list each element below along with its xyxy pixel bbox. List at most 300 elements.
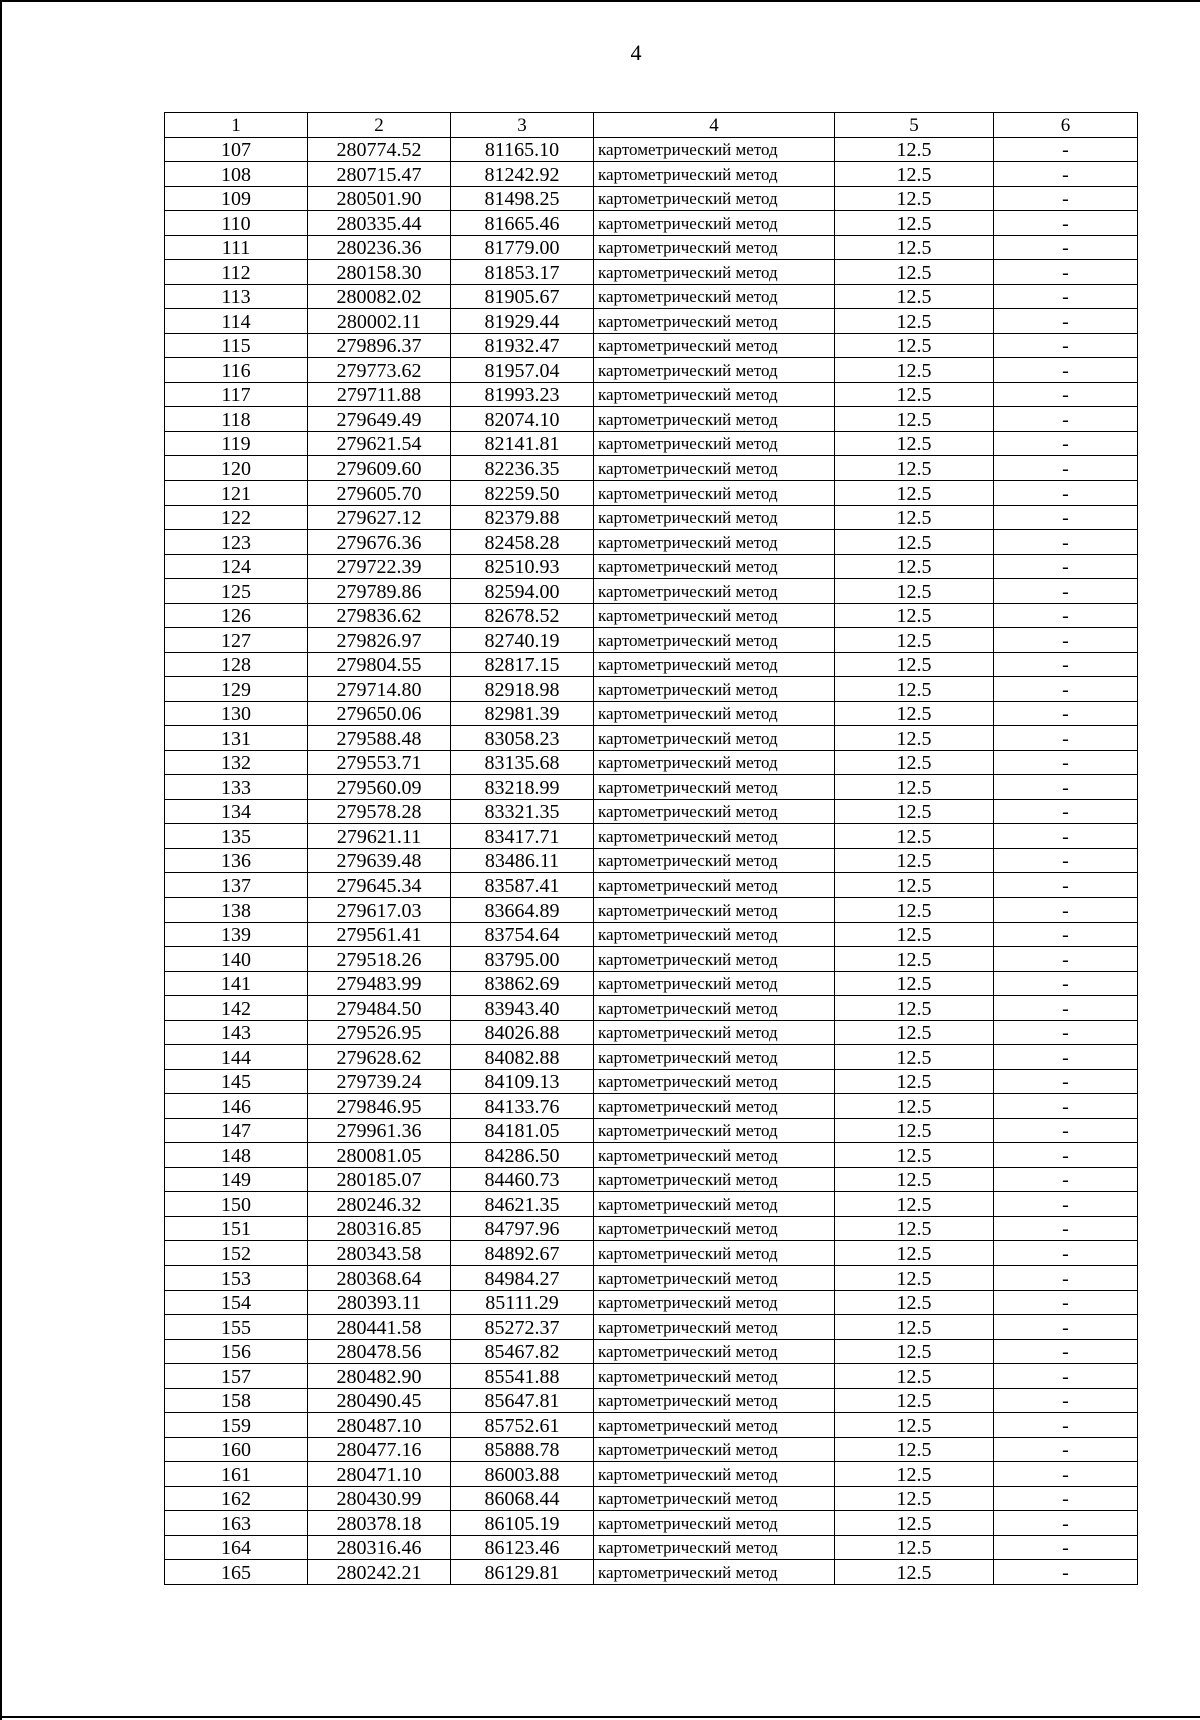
note-cell: - bbox=[994, 1192, 1138, 1217]
x-coordinate-cell: 279609.60 bbox=[308, 456, 451, 481]
x-coordinate-cell: 280715.47 bbox=[308, 162, 451, 187]
table-row bbox=[165, 456, 1138, 481]
method-cell: картометрический метод bbox=[594, 824, 835, 849]
method-cell: картометрический метод bbox=[594, 284, 835, 309]
y-coordinate-cell: 83943.40 bbox=[451, 996, 594, 1021]
point-number-cell: 132 bbox=[165, 750, 308, 775]
table-row bbox=[165, 701, 1138, 726]
note-cell: - bbox=[994, 750, 1138, 775]
x-coordinate-cell: 279676.36 bbox=[308, 530, 451, 555]
table-row bbox=[165, 971, 1138, 996]
accuracy-cell: 12.5 bbox=[835, 260, 994, 285]
y-coordinate-cell: 83862.69 bbox=[451, 971, 594, 996]
note-cell: - bbox=[994, 628, 1138, 653]
x-coordinate-cell: 279588.48 bbox=[308, 726, 451, 751]
point-number-cell: 114 bbox=[165, 309, 308, 334]
table-row bbox=[165, 235, 1138, 260]
table-row bbox=[165, 358, 1138, 383]
x-coordinate-cell: 279714.80 bbox=[308, 677, 451, 702]
x-coordinate-cell: 279846.95 bbox=[308, 1094, 451, 1119]
point-number-cell: 159 bbox=[165, 1413, 308, 1438]
method-cell: картометрический метод bbox=[594, 1413, 835, 1438]
note-cell: - bbox=[994, 824, 1138, 849]
accuracy-cell: 12.5 bbox=[835, 652, 994, 677]
accuracy-cell: 12.5 bbox=[835, 284, 994, 309]
x-coordinate-cell: 279789.86 bbox=[308, 579, 451, 604]
method-cell: картометрический метод bbox=[594, 1069, 835, 1094]
point-number-cell: 157 bbox=[165, 1364, 308, 1389]
accuracy-cell: 12.5 bbox=[835, 162, 994, 187]
column-header: 4 bbox=[594, 113, 835, 138]
table-row bbox=[165, 1167, 1138, 1192]
x-coordinate-cell: 280477.16 bbox=[308, 1437, 451, 1462]
method-cell: картометрический метод bbox=[594, 1388, 835, 1413]
method-cell: картометрический метод bbox=[594, 996, 835, 1021]
accuracy-cell: 12.5 bbox=[835, 382, 994, 407]
note-cell: - bbox=[994, 1560, 1138, 1585]
table-row bbox=[165, 1560, 1138, 1585]
x-coordinate-cell: 279621.54 bbox=[308, 431, 451, 456]
note-cell: - bbox=[994, 1118, 1138, 1143]
accuracy-cell: 12.5 bbox=[835, 848, 994, 873]
point-number-cell: 115 bbox=[165, 333, 308, 358]
note-cell: - bbox=[994, 775, 1138, 800]
x-coordinate-cell: 279627.12 bbox=[308, 505, 451, 530]
x-coordinate-cell: 280081.05 bbox=[308, 1143, 451, 1168]
accuracy-cell: 12.5 bbox=[835, 799, 994, 824]
point-number-cell: 160 bbox=[165, 1437, 308, 1462]
table-row bbox=[165, 407, 1138, 432]
method-cell: картометрический метод bbox=[594, 1094, 835, 1119]
y-coordinate-cell: 84026.88 bbox=[451, 1020, 594, 1045]
method-cell: картометрический метод bbox=[594, 1020, 835, 1045]
x-coordinate-cell: 280335.44 bbox=[308, 211, 451, 236]
note-cell: - bbox=[994, 1216, 1138, 1241]
note-cell: - bbox=[994, 480, 1138, 505]
method-cell: картометрический метод bbox=[594, 1560, 835, 1585]
method-cell: картометрический метод bbox=[594, 333, 835, 358]
x-coordinate-cell: 280471.10 bbox=[308, 1462, 451, 1487]
note-cell: - bbox=[994, 162, 1138, 187]
accuracy-cell: 12.5 bbox=[835, 456, 994, 481]
point-number-cell: 116 bbox=[165, 358, 308, 383]
point-number-cell: 143 bbox=[165, 1020, 308, 1045]
method-cell: картометрический метод bbox=[594, 1462, 835, 1487]
accuracy-cell: 12.5 bbox=[835, 775, 994, 800]
point-number-cell: 109 bbox=[165, 186, 308, 211]
column-header: 1 bbox=[165, 113, 308, 138]
y-coordinate-cell: 84181.05 bbox=[451, 1118, 594, 1143]
y-coordinate-cell: 83417.71 bbox=[451, 824, 594, 849]
method-cell: картометрический метод bbox=[594, 554, 835, 579]
y-coordinate-cell: 83218.99 bbox=[451, 775, 594, 800]
x-coordinate-cell: 279578.28 bbox=[308, 799, 451, 824]
y-coordinate-cell: 82981.39 bbox=[451, 701, 594, 726]
table-row bbox=[165, 1364, 1138, 1389]
point-number-cell: 111 bbox=[165, 235, 308, 260]
x-coordinate-cell: 280242.21 bbox=[308, 1560, 451, 1585]
x-coordinate-cell: 280487.10 bbox=[308, 1413, 451, 1438]
note-cell: - bbox=[994, 284, 1138, 309]
table-row bbox=[165, 1535, 1138, 1560]
y-coordinate-cell: 82379.88 bbox=[451, 505, 594, 530]
y-coordinate-cell: 86129.81 bbox=[451, 1560, 594, 1585]
y-coordinate-cell: 83587.41 bbox=[451, 873, 594, 898]
y-coordinate-cell: 83135.68 bbox=[451, 750, 594, 775]
point-number-cell: 161 bbox=[165, 1462, 308, 1487]
method-cell: картометрический метод bbox=[594, 677, 835, 702]
x-coordinate-cell: 280478.56 bbox=[308, 1339, 451, 1364]
note-cell: - bbox=[994, 579, 1138, 604]
table-header-row bbox=[165, 113, 1138, 138]
note-cell: - bbox=[994, 677, 1138, 702]
note-cell: - bbox=[994, 1339, 1138, 1364]
point-number-cell: 153 bbox=[165, 1265, 308, 1290]
y-coordinate-cell: 81165.10 bbox=[451, 137, 594, 162]
method-cell: картометрический метод bbox=[594, 750, 835, 775]
point-number-cell: 154 bbox=[165, 1290, 308, 1315]
y-coordinate-cell: 82510.93 bbox=[451, 554, 594, 579]
accuracy-cell: 12.5 bbox=[835, 1192, 994, 1217]
method-cell: картометрический метод bbox=[594, 1437, 835, 1462]
point-number-cell: 148 bbox=[165, 1143, 308, 1168]
y-coordinate-cell: 81779.00 bbox=[451, 235, 594, 260]
accuracy-cell: 12.5 bbox=[835, 137, 994, 162]
accuracy-cell: 12.5 bbox=[835, 1118, 994, 1143]
point-number-cell: 121 bbox=[165, 480, 308, 505]
table-row bbox=[165, 1192, 1138, 1217]
method-cell: картометрический метод bbox=[594, 235, 835, 260]
table-row bbox=[165, 186, 1138, 211]
note-cell: - bbox=[994, 1388, 1138, 1413]
note-cell: - bbox=[994, 848, 1138, 873]
accuracy-cell: 12.5 bbox=[835, 1265, 994, 1290]
note-cell: - bbox=[994, 1511, 1138, 1536]
method-cell: картометрический метод bbox=[594, 898, 835, 923]
x-coordinate-cell: 279826.97 bbox=[308, 628, 451, 653]
point-number-cell: 120 bbox=[165, 456, 308, 481]
y-coordinate-cell: 84797.96 bbox=[451, 1216, 594, 1241]
point-number-cell: 131 bbox=[165, 726, 308, 751]
method-cell: картометрический метод bbox=[594, 1143, 835, 1168]
x-coordinate-cell: 280316.85 bbox=[308, 1216, 451, 1241]
point-number-cell: 136 bbox=[165, 848, 308, 873]
point-number-cell: 130 bbox=[165, 701, 308, 726]
table-row bbox=[165, 848, 1138, 873]
note-cell: - bbox=[994, 1265, 1138, 1290]
note-cell: - bbox=[994, 1364, 1138, 1389]
table-row bbox=[165, 1094, 1138, 1119]
note-cell: - bbox=[994, 1143, 1138, 1168]
x-coordinate-cell: 280393.11 bbox=[308, 1290, 451, 1315]
x-coordinate-cell: 279804.55 bbox=[308, 652, 451, 677]
point-number-cell: 128 bbox=[165, 652, 308, 677]
point-number-cell: 158 bbox=[165, 1388, 308, 1413]
x-coordinate-cell: 279526.95 bbox=[308, 1020, 451, 1045]
note-cell: - bbox=[994, 1315, 1138, 1340]
table-row bbox=[165, 480, 1138, 505]
x-coordinate-cell: 279645.34 bbox=[308, 873, 451, 898]
method-cell: картометрический метод bbox=[594, 603, 835, 628]
table-row bbox=[165, 284, 1138, 309]
note-cell: - bbox=[994, 358, 1138, 383]
x-coordinate-cell: 280185.07 bbox=[308, 1167, 451, 1192]
method-cell: картометрический метод bbox=[594, 530, 835, 555]
x-coordinate-cell: 279650.06 bbox=[308, 701, 451, 726]
x-coordinate-cell: 280002.11 bbox=[308, 309, 451, 334]
method-cell: картометрический метод bbox=[594, 137, 835, 162]
y-coordinate-cell: 84082.88 bbox=[451, 1045, 594, 1070]
method-cell: картометрический метод bbox=[594, 1265, 835, 1290]
y-coordinate-cell: 85272.37 bbox=[451, 1315, 594, 1340]
note-cell: - bbox=[994, 726, 1138, 751]
note-cell: - bbox=[994, 1241, 1138, 1266]
point-number-cell: 124 bbox=[165, 554, 308, 579]
method-cell: картометрический метод bbox=[594, 1216, 835, 1241]
method-cell: картометрический метод bbox=[594, 628, 835, 653]
y-coordinate-cell: 81498.25 bbox=[451, 186, 594, 211]
note-cell: - bbox=[994, 1462, 1138, 1487]
y-coordinate-cell: 82074.10 bbox=[451, 407, 594, 432]
method-cell: картометрический метод bbox=[594, 1241, 835, 1266]
table-row bbox=[165, 1069, 1138, 1094]
x-coordinate-cell: 280368.64 bbox=[308, 1265, 451, 1290]
column-header: 2 bbox=[308, 113, 451, 138]
accuracy-cell: 12.5 bbox=[835, 947, 994, 972]
x-coordinate-cell: 280236.36 bbox=[308, 235, 451, 260]
note-cell: - bbox=[994, 947, 1138, 972]
method-cell: картометрический метод bbox=[594, 382, 835, 407]
table-row bbox=[165, 775, 1138, 800]
table-row bbox=[165, 1437, 1138, 1462]
table-row bbox=[165, 1216, 1138, 1241]
point-number-cell: 117 bbox=[165, 382, 308, 407]
method-cell: картометрический метод bbox=[594, 186, 835, 211]
note-cell: - bbox=[994, 1290, 1138, 1315]
x-coordinate-cell: 279639.48 bbox=[308, 848, 451, 873]
method-cell: картометрический метод bbox=[594, 1535, 835, 1560]
table-row bbox=[165, 750, 1138, 775]
x-coordinate-cell: 280378.18 bbox=[308, 1511, 451, 1536]
table-row bbox=[165, 628, 1138, 653]
table-row bbox=[165, 799, 1138, 824]
x-coordinate-cell: 280774.52 bbox=[308, 137, 451, 162]
y-coordinate-cell: 81665.46 bbox=[451, 211, 594, 236]
accuracy-cell: 12.5 bbox=[835, 554, 994, 579]
y-coordinate-cell: 83321.35 bbox=[451, 799, 594, 824]
accuracy-cell: 12.5 bbox=[835, 1290, 994, 1315]
point-number-cell: 149 bbox=[165, 1167, 308, 1192]
y-coordinate-cell: 81905.67 bbox=[451, 284, 594, 309]
x-coordinate-cell: 279628.62 bbox=[308, 1045, 451, 1070]
method-cell: картометрический метод bbox=[594, 922, 835, 947]
accuracy-cell: 12.5 bbox=[835, 898, 994, 923]
point-number-cell: 151 bbox=[165, 1216, 308, 1241]
y-coordinate-cell: 86003.88 bbox=[451, 1462, 594, 1487]
page-number: 4 bbox=[630, 40, 642, 65]
coordinates-table bbox=[164, 112, 1138, 1585]
x-coordinate-cell: 280482.90 bbox=[308, 1364, 451, 1389]
y-coordinate-cell: 84109.13 bbox=[451, 1069, 594, 1094]
column-header: 5 bbox=[835, 113, 994, 138]
point-number-cell: 113 bbox=[165, 284, 308, 309]
note-cell: - bbox=[994, 1413, 1138, 1438]
y-coordinate-cell: 84621.35 bbox=[451, 1192, 594, 1217]
y-coordinate-cell: 82678.52 bbox=[451, 603, 594, 628]
point-number-cell: 134 bbox=[165, 799, 308, 824]
y-coordinate-cell: 83664.89 bbox=[451, 898, 594, 923]
y-coordinate-cell: 82236.35 bbox=[451, 456, 594, 481]
x-coordinate-cell: 279605.70 bbox=[308, 480, 451, 505]
y-coordinate-cell: 81993.23 bbox=[451, 382, 594, 407]
table-row bbox=[165, 579, 1138, 604]
x-coordinate-cell: 280082.02 bbox=[308, 284, 451, 309]
x-coordinate-cell: 280246.32 bbox=[308, 1192, 451, 1217]
method-cell: картометрический метод bbox=[594, 358, 835, 383]
point-number-cell: 146 bbox=[165, 1094, 308, 1119]
x-coordinate-cell: 280158.30 bbox=[308, 260, 451, 285]
x-coordinate-cell: 279483.99 bbox=[308, 971, 451, 996]
method-cell: картометрический метод bbox=[594, 652, 835, 677]
table-row bbox=[165, 333, 1138, 358]
y-coordinate-cell: 85111.29 bbox=[451, 1290, 594, 1315]
accuracy-cell: 12.5 bbox=[835, 1535, 994, 1560]
y-coordinate-cell: 82141.81 bbox=[451, 431, 594, 456]
accuracy-cell: 12.5 bbox=[835, 358, 994, 383]
table-row bbox=[165, 1486, 1138, 1511]
accuracy-cell: 12.5 bbox=[835, 1511, 994, 1536]
accuracy-cell: 12.5 bbox=[835, 407, 994, 432]
point-number-cell: 150 bbox=[165, 1192, 308, 1217]
note-cell: - bbox=[994, 873, 1138, 898]
method-cell: картометрический метод bbox=[594, 1167, 835, 1192]
accuracy-cell: 12.5 bbox=[835, 1560, 994, 1585]
y-coordinate-cell: 85541.88 bbox=[451, 1364, 594, 1389]
method-cell: картометрический метод bbox=[594, 799, 835, 824]
accuracy-cell: 12.5 bbox=[835, 211, 994, 236]
note-cell: - bbox=[994, 898, 1138, 923]
note-cell: - bbox=[994, 1437, 1138, 1462]
method-cell: картометрический метод bbox=[594, 1315, 835, 1340]
x-coordinate-cell: 279561.41 bbox=[308, 922, 451, 947]
x-coordinate-cell: 280343.58 bbox=[308, 1241, 451, 1266]
point-number-cell: 112 bbox=[165, 260, 308, 285]
note-cell: - bbox=[994, 407, 1138, 432]
accuracy-cell: 12.5 bbox=[835, 1315, 994, 1340]
x-coordinate-cell: 279739.24 bbox=[308, 1069, 451, 1094]
point-number-cell: 145 bbox=[165, 1069, 308, 1094]
y-coordinate-cell: 86105.19 bbox=[451, 1511, 594, 1536]
table-row bbox=[165, 824, 1138, 849]
table-row bbox=[165, 922, 1138, 947]
table-row bbox=[165, 260, 1138, 285]
x-coordinate-cell: 279560.09 bbox=[308, 775, 451, 800]
note-cell: - bbox=[994, 333, 1138, 358]
table-row bbox=[165, 873, 1138, 898]
table-row bbox=[165, 1339, 1138, 1364]
accuracy-cell: 12.5 bbox=[835, 603, 994, 628]
y-coordinate-cell: 82458.28 bbox=[451, 530, 594, 555]
accuracy-cell: 12.5 bbox=[835, 1364, 994, 1389]
note-cell: - bbox=[994, 505, 1138, 530]
point-number-cell: 118 bbox=[165, 407, 308, 432]
accuracy-cell: 12.5 bbox=[835, 186, 994, 211]
note-cell: - bbox=[994, 382, 1138, 407]
x-coordinate-cell: 279518.26 bbox=[308, 947, 451, 972]
point-number-cell: 119 bbox=[165, 431, 308, 456]
y-coordinate-cell: 84892.67 bbox=[451, 1241, 594, 1266]
point-number-cell: 122 bbox=[165, 505, 308, 530]
method-cell: картометрический метод bbox=[594, 701, 835, 726]
accuracy-cell: 12.5 bbox=[835, 333, 994, 358]
table-row bbox=[165, 1511, 1138, 1536]
x-coordinate-cell: 279773.62 bbox=[308, 358, 451, 383]
x-coordinate-cell: 280441.58 bbox=[308, 1315, 451, 1340]
note-cell: - bbox=[994, 309, 1138, 334]
method-cell: картометрический метод bbox=[594, 162, 835, 187]
table-body bbox=[165, 113, 1138, 1585]
table-row bbox=[165, 1241, 1138, 1266]
note-cell: - bbox=[994, 1094, 1138, 1119]
y-coordinate-cell: 85888.78 bbox=[451, 1437, 594, 1462]
method-cell: картометрический метод bbox=[594, 1511, 835, 1536]
point-number-cell: 108 bbox=[165, 162, 308, 187]
note-cell: - bbox=[994, 1535, 1138, 1560]
method-cell: картометрический метод bbox=[594, 1486, 835, 1511]
note-cell: - bbox=[994, 1069, 1138, 1094]
point-number-cell: 152 bbox=[165, 1241, 308, 1266]
table-row bbox=[165, 382, 1138, 407]
accuracy-cell: 12.5 bbox=[835, 1045, 994, 1070]
accuracy-cell: 12.5 bbox=[835, 1069, 994, 1094]
note-cell: - bbox=[994, 186, 1138, 211]
point-number-cell: 133 bbox=[165, 775, 308, 800]
accuracy-cell: 12.5 bbox=[835, 726, 994, 751]
method-cell: картометрический метод bbox=[594, 579, 835, 604]
table-row bbox=[165, 947, 1138, 972]
x-coordinate-cell: 280490.45 bbox=[308, 1388, 451, 1413]
accuracy-cell: 12.5 bbox=[835, 505, 994, 530]
accuracy-cell: 12.5 bbox=[835, 1094, 994, 1119]
method-cell: картометрический метод bbox=[594, 1364, 835, 1389]
method-cell: картометрический метод bbox=[594, 407, 835, 432]
table-row bbox=[165, 898, 1138, 923]
method-cell: картометрический метод bbox=[594, 1045, 835, 1070]
note-cell: - bbox=[994, 530, 1138, 555]
y-coordinate-cell: 82817.15 bbox=[451, 652, 594, 677]
accuracy-cell: 12.5 bbox=[835, 628, 994, 653]
method-cell: картометрический метод bbox=[594, 1290, 835, 1315]
note-cell: - bbox=[994, 652, 1138, 677]
table-row bbox=[165, 1388, 1138, 1413]
table-row bbox=[165, 505, 1138, 530]
y-coordinate-cell: 86123.46 bbox=[451, 1535, 594, 1560]
accuracy-cell: 12.5 bbox=[835, 480, 994, 505]
method-cell: картометрический метод bbox=[594, 431, 835, 456]
page-edge-left bbox=[0, 0, 2, 1720]
note-cell: - bbox=[994, 235, 1138, 260]
note-cell: - bbox=[994, 554, 1138, 579]
accuracy-cell: 12.5 bbox=[835, 530, 994, 555]
point-number-cell: 144 bbox=[165, 1045, 308, 1070]
x-coordinate-cell: 279961.36 bbox=[308, 1118, 451, 1143]
point-number-cell: 123 bbox=[165, 530, 308, 555]
note-cell: - bbox=[994, 922, 1138, 947]
note-cell: - bbox=[994, 603, 1138, 628]
x-coordinate-cell: 279649.49 bbox=[308, 407, 451, 432]
y-coordinate-cell: 83486.11 bbox=[451, 848, 594, 873]
accuracy-cell: 12.5 bbox=[835, 1486, 994, 1511]
